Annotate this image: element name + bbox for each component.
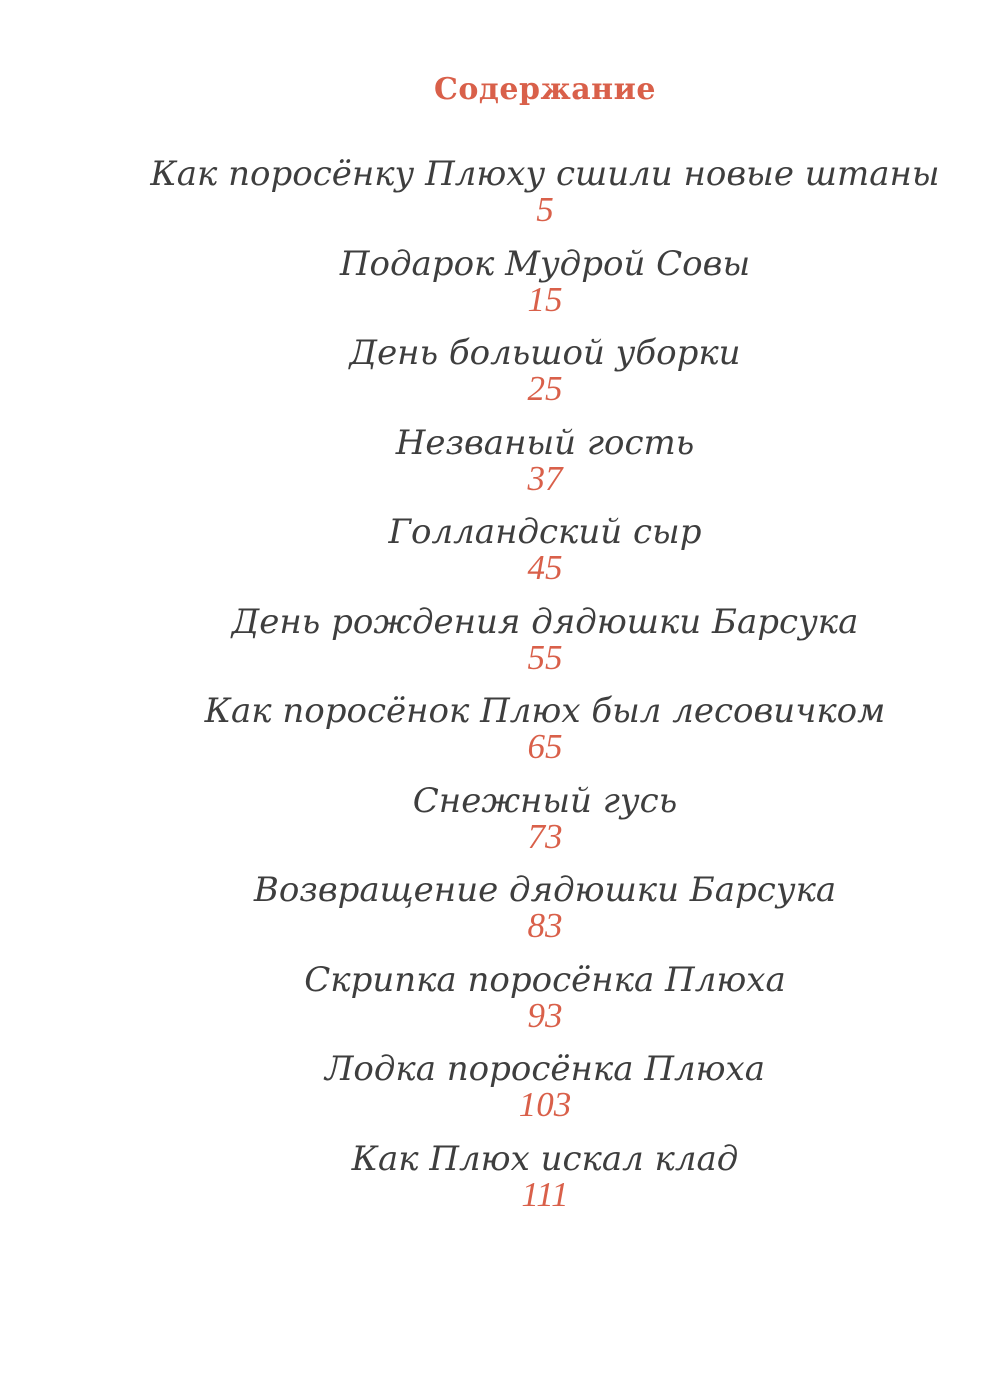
toc-entry[interactable] (0, 150, 1000, 240)
toc-entry-title: Как поросёнку Плюху сшили новые штаны (150, 154, 940, 194)
page-title: Содержание (434, 72, 656, 107)
toc-entry-page-number: 37 (527, 458, 563, 498)
toc-entry-title: Как поросёнок Плюх был лесовичком (204, 691, 886, 731)
toc-entry[interactable] (0, 777, 1000, 867)
toc-entry-page-number: 83 (527, 906, 563, 945)
toc-entry-title: Как Плюх искал клад (351, 1138, 739, 1179)
toc-entry-title: Незваный гость (395, 422, 695, 463)
toc-entry[interactable] (0, 1045, 1000, 1135)
toc-entry-page-number: 103 (518, 1085, 572, 1124)
toc-entry-title: Снежный гусь (412, 780, 678, 821)
toc-entry-page-number: 45 (527, 548, 563, 587)
toc-entry[interactable] (0, 240, 1000, 330)
toc-entry[interactable] (0, 687, 1000, 777)
toc-entry[interactable] (0, 598, 1000, 688)
toc-entry[interactable] (0, 508, 1000, 598)
toc-entry-page-number: 55 (527, 637, 563, 677)
toc-entry-page-number: 65 (527, 727, 563, 766)
toc-entry-title: День рождения дядюшки Барсука (231, 601, 859, 642)
toc-entry-title: Скрипка поросёнка Плюха (304, 959, 786, 1000)
toc-entry-title: Голландский сыр (388, 512, 702, 552)
toc-entry-title: День большой уборки (349, 333, 741, 373)
table-of-contents (0, 150, 1000, 1224)
toc-entry[interactable] (0, 866, 1000, 956)
toc-entry-page-number: 73 (527, 816, 563, 856)
toc-entry[interactable] (0, 329, 1000, 419)
toc-entry-page-number: 15 (527, 279, 563, 319)
toc-entry-title: Подарок Мудрой Совы (339, 243, 751, 284)
toc-entry-page-number: 5 (536, 190, 554, 229)
toc-entry-title: Возвращение дядюшки Барсука (253, 870, 837, 910)
toc-entry-title: Лодка поросёнка Плюха (325, 1049, 765, 1089)
toc-entry-page-number: 111 (521, 1174, 569, 1214)
toc-entry[interactable] (0, 1135, 1000, 1225)
toc-entry[interactable] (0, 956, 1000, 1046)
toc-entry-page-number: 25 (527, 369, 563, 408)
toc-entry-page-number: 93 (527, 995, 563, 1035)
toc-entry[interactable] (0, 419, 1000, 509)
